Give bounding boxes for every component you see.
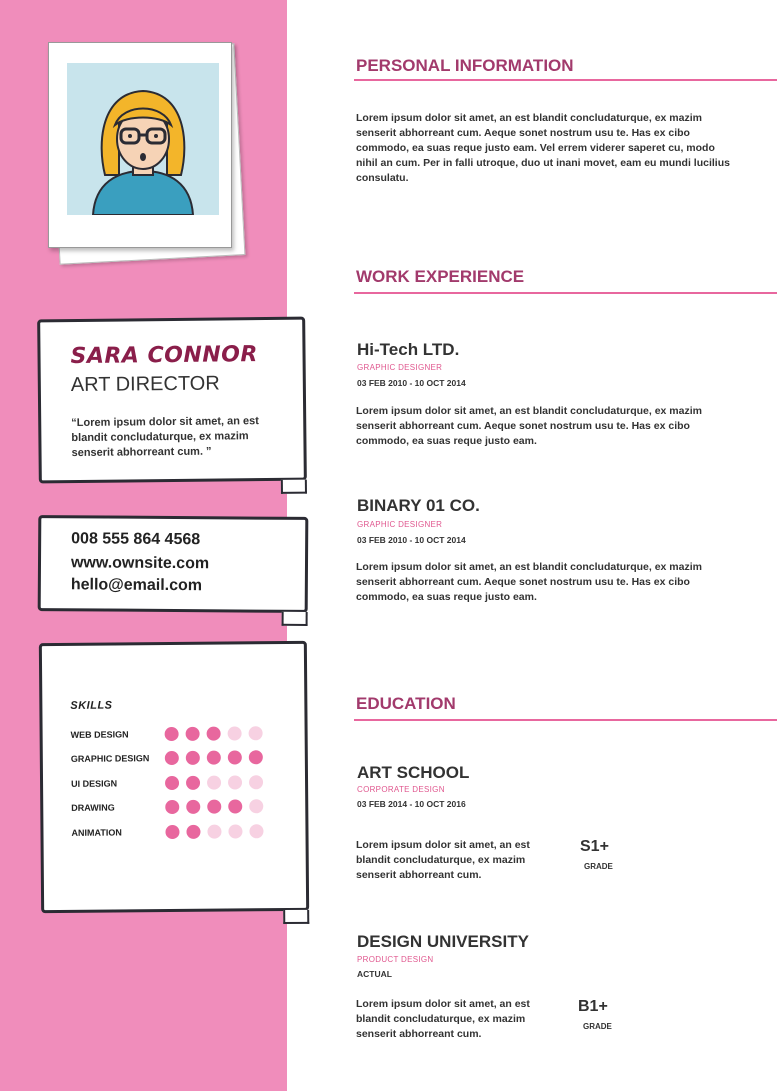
skill-row (71, 799, 301, 817)
skill-label: ANIMATION (71, 827, 122, 838)
skill-dot (207, 800, 221, 814)
email-link[interactable]: hello@email.com (70, 576, 203, 595)
skill-dot (228, 799, 242, 813)
skill-dot (165, 776, 179, 790)
contact-card (38, 515, 309, 613)
skill-dot (165, 751, 179, 765)
skill-rating (165, 824, 263, 839)
school-program: PRODUCT DESIGN (357, 955, 434, 964)
skill-row (71, 750, 301, 768)
school-dates: 03 FEB 2014 - 10 OCT 2016 (357, 799, 466, 809)
skill-label: WEB DESIGN (70, 729, 129, 740)
skill-dot (249, 775, 263, 789)
skill-dot (228, 750, 242, 764)
skill-row (71, 726, 301, 744)
skill-row (71, 775, 301, 793)
school-description: Lorem ipsum dolor sit amet, an est blandit concludaturque, ex mazim senserit abhorreant cum. (356, 998, 530, 1040)
skills-title: SKILLS (70, 699, 113, 712)
skill-dot (186, 776, 200, 790)
skill-dot (165, 825, 179, 839)
profile-photo (48, 42, 248, 262)
skill-dot (186, 825, 200, 839)
skill-dot (186, 751, 200, 765)
skill-dot (228, 775, 242, 789)
skill-dot (249, 726, 263, 740)
skill-dot (186, 727, 200, 741)
skill-dot (207, 776, 221, 790)
skill-label: DRAWING (71, 802, 115, 813)
profile-quote: “Lorem ipsum dolor sit amet, an est blandit concludaturque, ex mazim senserit abhorreant cum. ” (71, 415, 259, 460)
profile-name: SARA CONNOR (70, 342, 258, 370)
school-name: ART SCHOOL (357, 763, 470, 782)
skill-dot (249, 824, 263, 838)
profile-title: ART DIRECTOR (70, 372, 220, 397)
skill-dot (228, 824, 242, 838)
work-rule (354, 292, 777, 294)
grade-label: GRADE (584, 862, 613, 871)
school-grade: S1+ (580, 838, 609, 855)
skill-label: UI DESIGN (71, 778, 118, 789)
job-description: Lorem ipsum dolor sit amet, an est blandit concludaturque, ex mazim senserit abhorreant cum. Aeque sonet nostrum usu te. Has ex cibo commodo, ea suas reque justo eam. (356, 561, 702, 603)
job-position: GRAPHIC DESIGNER (357, 520, 443, 529)
skills-card (39, 641, 309, 913)
school-grade: B1+ (578, 998, 608, 1015)
school-description: Lorem ipsum dolor sit amet, an est blandit concludaturque, ex mazim senserit abhorreant cum. (356, 839, 530, 881)
avatar (67, 63, 219, 215)
education-rule (354, 719, 777, 721)
phone-number: 008 555 864 4568 (71, 530, 201, 549)
job-dates: 03 FEB 2010 - 10 OCT 2014 (357, 535, 466, 545)
job-description: Lorem ipsum dolor sit amet, an est blandit concludaturque, ex mazim senserit abhorreant cum. Aeque sonet nostrum usu te. Has ex cibo commodo, ea suas reque justo eam. (356, 405, 702, 447)
skill-dot (249, 799, 263, 813)
skill-dot (207, 825, 221, 839)
skill-rating (165, 775, 263, 790)
skill-rating (165, 750, 263, 765)
name-card (37, 317, 307, 484)
skill-dot (228, 726, 242, 740)
personal-heading: PERSONAL INFORMATION (356, 56, 574, 75)
grade-label: GRADE (583, 1022, 612, 1031)
skill-label: GRAPHIC DESIGN (70, 753, 150, 764)
school-name: DESIGN UNIVERSITY (357, 932, 529, 951)
personal-text: Lorem ipsum dolor sit amet, an est blandit concludaturque, ex mazim senserit abhorreant cum. Aeque sonet nostrum usu te. Has ex cibo commodo, ea suas reque justo eam. Vel errem viderer saperet cu, modo nihil an cum. Per in falli utroque, duo ut inani movet, eam eu mundi lucilius consulatu. (356, 112, 730, 184)
skill-dot (165, 727, 179, 741)
skill-rating (165, 799, 263, 814)
skill-dot (207, 727, 221, 741)
photo-frame (48, 42, 232, 248)
education-heading: EDUCATION (356, 694, 456, 713)
personal-rule (354, 79, 777, 81)
card-tab (282, 612, 308, 626)
website-link[interactable]: www.ownsite.com (70, 554, 210, 573)
skill-row (71, 824, 301, 842)
job-company: BINARY 01 CO. (357, 496, 480, 515)
skill-dot (165, 800, 179, 814)
skill-rating (165, 726, 263, 741)
skill-dot (207, 751, 221, 765)
job-dates: 03 FEB 2010 - 10 OCT 2014 (357, 378, 466, 388)
card-tab (283, 910, 309, 924)
card-tab (281, 480, 307, 494)
job-position: GRAPHIC DESIGNER (357, 363, 443, 372)
school-program: CORPORATE DESIGN (357, 785, 445, 794)
skill-dot (186, 800, 200, 814)
job-company: Hi-Tech LTD. (357, 340, 460, 359)
work-heading: WORK EXPERIENCE (356, 267, 525, 286)
avatar-illustration (67, 63, 219, 215)
skill-dot (249, 750, 263, 764)
school-dates: ACTUAL (357, 969, 392, 979)
